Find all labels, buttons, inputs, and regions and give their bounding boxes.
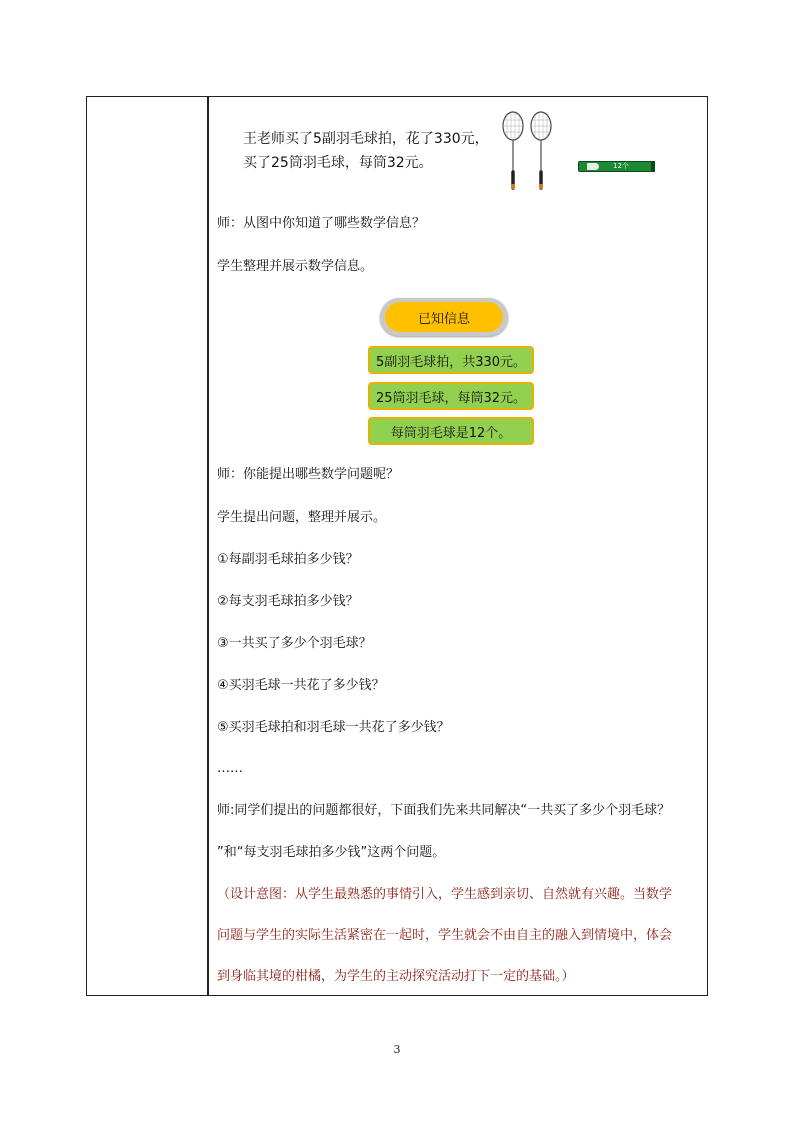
design-intent-line-1: （设计意图：从学生最熟悉的事情引入，学生感到亲切、自然就有兴趣。当数学 (217, 887, 673, 902)
question-5: ⑤买羽毛球拍和羽毛球一共花了多少钱？ (217, 720, 450, 735)
teacher-summary-line-2: ”和“每支羽毛球拍多少钱”这两个问题。 (217, 845, 446, 860)
info-box-2: 25筒羽毛球，每筒32元。 (368, 382, 534, 410)
ellipsis-text: …… (217, 761, 243, 776)
question-4: ④买羽毛球一共花了多少钱？ (217, 678, 385, 693)
question-1: ①每副羽毛球拍多少钱？ (217, 552, 359, 567)
known-info-badge (380, 298, 508, 336)
teacher-summary-line-1: 师:同学们提出的问题都很好，下面我们先来共同解决“一共买了多少个羽毛球？ (217, 803, 671, 818)
tube-label: 12个 (613, 162, 629, 170)
shuttlecock-tube-icon (578, 161, 654, 172)
intro-line-1: 王老师买了5副羽毛球拍，花了330元， (243, 131, 489, 147)
lesson-content-cell (87, 97, 707, 995)
teacher-question-2: 师：你能提出哪些数学问题呢？ (217, 467, 400, 482)
question-3: ③一共买了多少个羽毛球？ (217, 636, 372, 651)
known-info-title: 已知信息 (417, 311, 470, 327)
lesson-table (86, 96, 708, 996)
design-intent-line-3: 到身临其境的柑橘，为学生的主动探究活动打下一定的基础。） (217, 969, 575, 984)
info-box-1: 5副羽毛球拍，共330元。 (368, 346, 534, 374)
student-organize-text: 学生整理并展示数学信息。 (217, 259, 374, 274)
page-number: 3 (393, 1043, 401, 1056)
info-box-3: 每筒羽毛球是12个。 (368, 417, 534, 445)
tube-cap (651, 161, 655, 172)
student-questions-text: 学生提出问题，整理并展示。 (217, 510, 387, 525)
design-intent-line-2: 问题与学生的实际生活紧密在一起时，学生就会不由自主的融入到情境中，体会 (217, 928, 673, 943)
question-2: ②每支羽毛球拍多少钱？ (217, 594, 359, 609)
shuttlecock-icon (587, 163, 599, 170)
teacher-question-1: 师：从图中你知道了哪些数学信息？ (217, 216, 426, 231)
badminton-rackets-icon (495, 110, 567, 192)
known-info-inner (385, 302, 503, 332)
intro-line-2: 买了25筒羽毛球，每筒32元。 (243, 155, 433, 171)
